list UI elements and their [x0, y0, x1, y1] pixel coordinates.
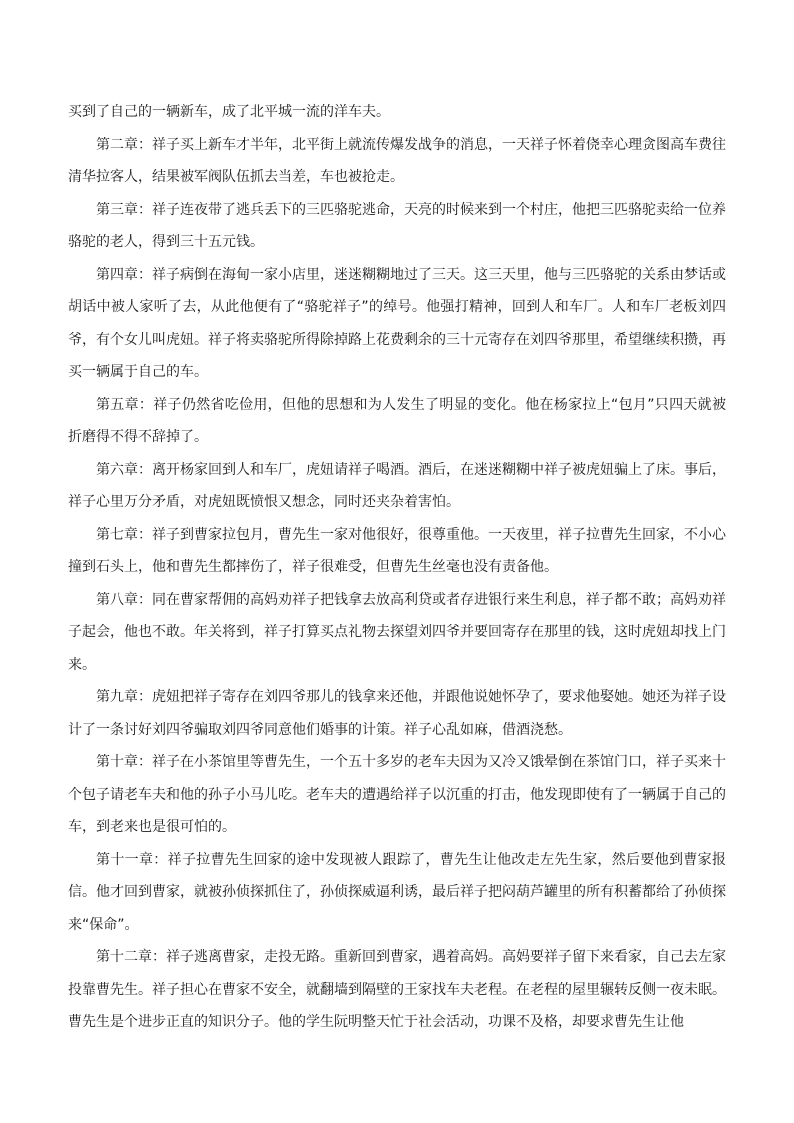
paragraph-chapter-12: 第十二章：祥子逃离曹家，走投无路。重新回到曹家，遇着高妈。高妈要祥子留下来看家，自己去左家投靠曹先生。祥子担心在曹家不安全，就翻墙到隔壁的王家找车夫老程。在老程的屋里辗转反侧一夜未眠。曹先生是个进步正直的知识分子。他的学生阮明整天忙于社会活动，功课不及格，却要求曹先生让他: [68, 949, 726, 1030]
paragraph-chapter-5: 第五章：祥子仍然省吃俭用，但他的思想和为人发生了明显的变化。他在杨家拉上“包月”只四天就被折磨得不得不辞掉了。: [68, 396, 726, 445]
paragraph-chapter-6: 第六章：离开杨家回到人和车厂，虎妞请祥子喝酒。酒后，在迷迷糊糊中祥子被虎妞骗上了床。事后，祥子心里万分矛盾，对虎妞既愤恨又想念，同时还夹杂着害怕。: [68, 461, 726, 510]
paragraph-chapter-3: 第三章：祥子连夜带了逃兵丢下的三匹骆驼逃命，天亮的时候来到一个村庄，他把三匹骆驼卖给一位养骆驼的老人，得到三十五元钱。: [68, 201, 726, 250]
paragraph-continuation: 买到了自己的一辆新车，成了北平城一流的洋车夫。: [68, 104, 390, 120]
paragraph-chapter-2: 第二章：祥子买上新车才半年，北平街上就流传爆发战争的消息，一天祥子怀着侥幸心理贪图高车费往清华拉客人，结果被军阀队伍抓去当差，车也被抢走。: [68, 136, 726, 185]
paragraph-chapter-9: 第九章：虎妞把祥子寄存在刘四爷那儿的钱拿来还他，并跟他说她怀孕了，要求他娶她。她还为祥子设计了一条讨好刘四爷骗取刘四爷同意他们婚事的计策。祥子心乱如麻，借酒浇愁。: [68, 689, 726, 738]
paragraph-chapter-7: 第七章：祥子到曹家拉包月，曹先生一家对他很好，很尊重他。一天夜里，祥子拉曹先生回家，不小心撞到石头上，他和曹先生都摔伤了，祥子很难受，但曹先生丝毫也没有责备他。: [68, 526, 726, 575]
paragraph-chapter-10: 第十章：祥子在小茶馆里等曹先生，一个五十多岁的老车夫因为又冷又饿晕倒在茶馆门口，祥子买来十个包子请老车夫和他的孙子小马儿吃。老车夫的遭遇给祥子以沉重的打击，他发现即使有了一辆属于自己的车，到老来也是很可怕的。: [68, 754, 726, 835]
paragraph-chapter-8: 第八章：同在曹家帮佣的高妈劝祥子把钱拿去放高利贷或者存进银行来生利息，祥子都不敢；高妈劝祥子起会，他也不敢。年关将到，祥子打算买点礼物去探望刘四爷并要回寄存在那里的钱，这时虎妞却找上门来。: [68, 591, 726, 673]
document-body: [68, 96, 726, 1039]
paragraph-chapter-11: 第十一章：祥子拉曹先生回家的途中发现被人跟踪了，曹先生让他改走左先生家，然后要他到曹家报信。他才回到曹家，就被孙侦探抓住了，孙侦探威逼利诱，最后祥子把闷葫芦罐里的所有积蓄都给了孙侦探来“保命”。: [68, 851, 726, 933]
paragraph-chapter-4: 第四章：祥子病倒在海甸一家小店里，迷迷糊糊地过了三天。这三天里，他与三匹骆驼的关系由梦话或胡话中被人家听了去，从此他便有了“骆驼祥子”的绰号。他强打精神，回到人和车厂。人和车厂老板刘四爷，有个女儿叫虎妞。祥子将卖骆驼所得除掉路上花费剩余的三十元寄存在刘四爷那里，希望继续积攒，再买一辆属于自己的车。: [68, 266, 726, 380]
